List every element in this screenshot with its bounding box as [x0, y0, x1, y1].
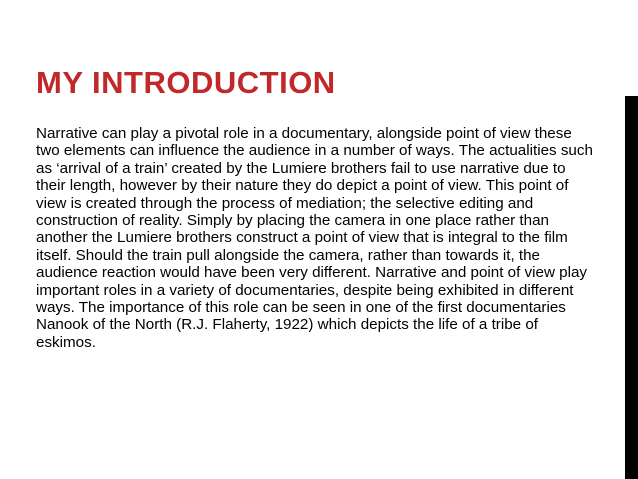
slide-title: MY INTRODUCTION: [36, 65, 336, 100]
slide-body-text: Narrative can play a pivotal role in a documentary, alongside point of view these two elements can influence the audience in a number of ways. The actualities such as ‘arrival of a train’ created by the Lumiere brothers fail to use narrative due to their length, however by their nature they do depict a point of view. This point of view is created through the process of mediation; the selective editing and construction of reality. Simply by placing the camera in one place rather than another the Lumiere brothers construct a point of view that is integral to the film itself. Should the train pull alongside the camera, rather than towards it, the audience reaction would have been very different. Narrative and point of view play important roles in a variety of documentaries, despite being exhibited in different ways. The importance of this role can be seen in one of the first documentaries Nanook of the North (R.J. Flaherty, 1922) which depicts the life of a tribe of eskimos.: [36, 125, 593, 351]
accent-bar-top: [625, 0, 638, 96]
accent-bar: [625, 96, 638, 479]
